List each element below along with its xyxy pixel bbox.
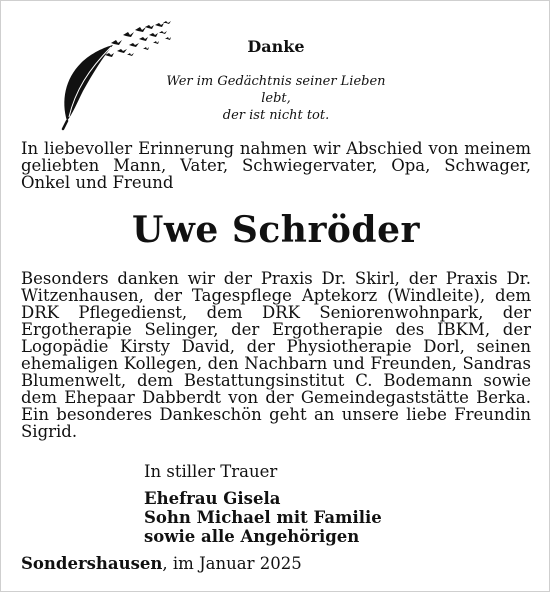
place: Sondershausen xyxy=(21,554,163,573)
mourner-line: Sohn Michael mit Familie xyxy=(144,508,382,527)
thanks-heading: Danke xyxy=(247,37,305,56)
memorial-quote xyxy=(151,73,401,124)
place-date xyxy=(21,554,521,573)
quote-line-1: Wer im Gedächtnis seiner Lieben lebt, xyxy=(166,74,386,106)
quote-line-2: der ist nicht tot. xyxy=(222,108,330,123)
intro-text: In liebevoller Erinnerung nahmen wir Abschied von meinem geliebten Mann, Vater, Schwiegervater, Opa, Schwager, Onkel und Freund xyxy=(21,139,531,192)
thanks-text: Besonders danken wir der Praxis Dr. Skirl, der Praxis Dr. Witzenhausen, der Tagespflege Aptekorz (Windleite), dem DRK Pflegedienst, dem DRK Seniorenwohnpark, der Ergotherapie Selinger, der Ergotherapie des IBKM, der Logopädie Kirsty David, der Physiotherapie Dorl, seinen ehemaligen Kollegen, den Nachbarn und Freunden, Sandras Blumenwelt, dem Bestattungsinstitut C. Bodemann sowie dem Ehepaar Dabberdt von der Gemeindegaststätte Berka. Ein besonderes Dankeschön geht an unsere liebe Freundin Sigrid. xyxy=(21,269,531,441)
date: , im Januar 2025 xyxy=(162,554,302,573)
mourners-block xyxy=(144,462,504,546)
mourner-line: sowie alle Angehörigen xyxy=(144,527,360,546)
mourner-line: Ehefrau Gisela xyxy=(144,489,281,508)
mourning-lead: In stiller Trauer xyxy=(144,462,278,481)
deceased-name: Uwe Schröder xyxy=(132,209,420,251)
